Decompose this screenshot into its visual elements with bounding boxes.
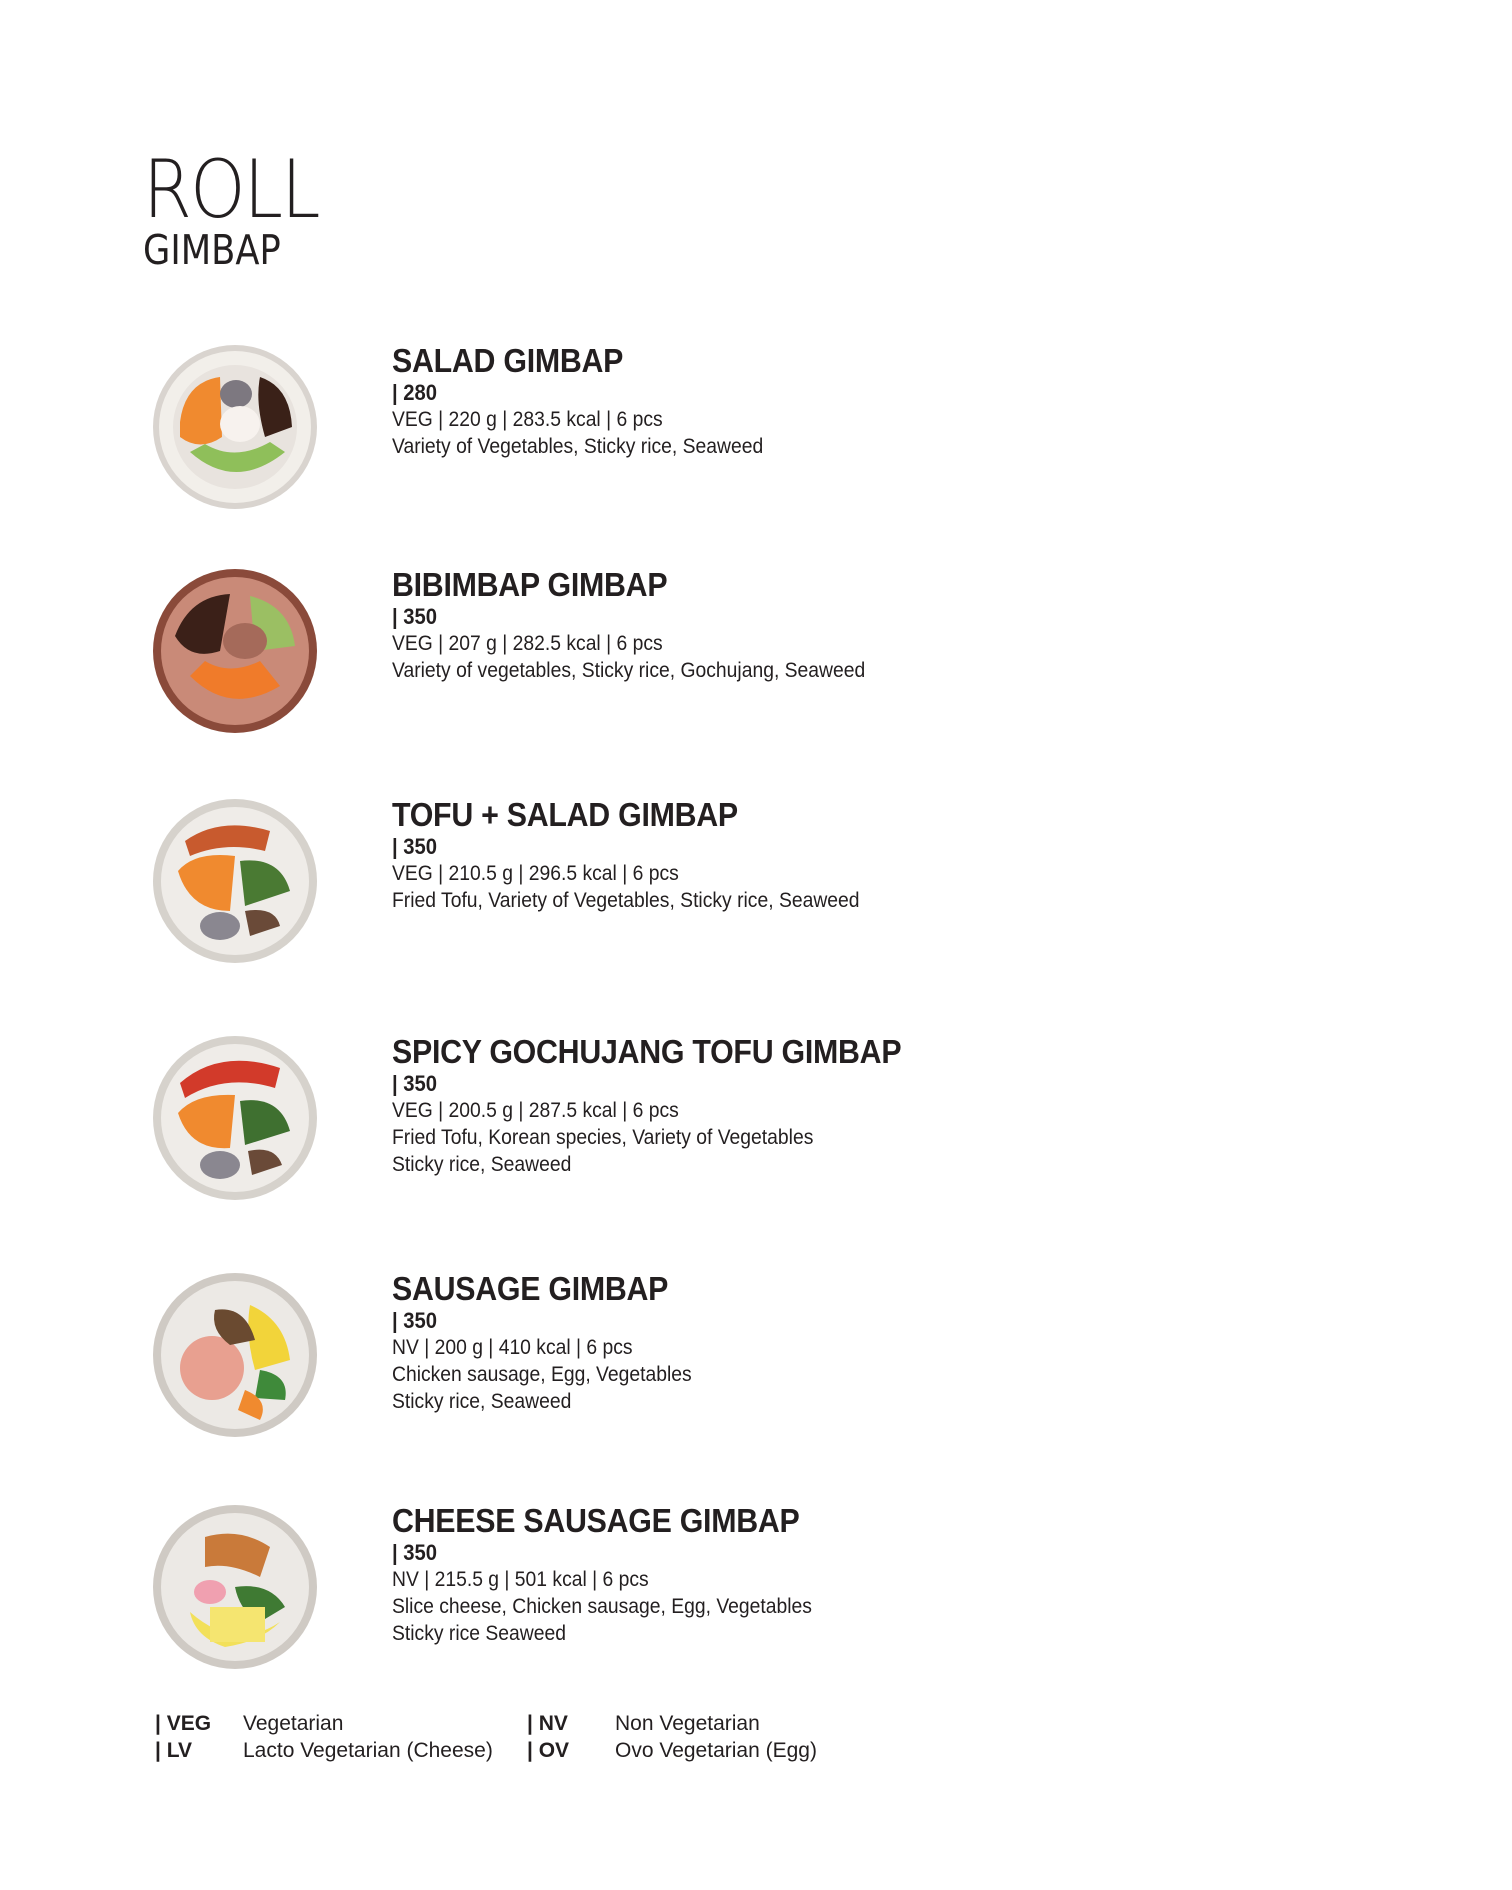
item-description: Sticky rice Seaweed	[392, 1622, 566, 1645]
item-info: VEG | 220 g | 283.5 kcal | 6 pcs	[392, 408, 663, 431]
item-info: VEG | 207 g | 282.5 kcal | 6 pcs	[392, 632, 663, 655]
item-price: | 350	[392, 1540, 438, 1565]
item-name: SPICY GOCHUJANG TOFU GIMBAP	[392, 1033, 902, 1070]
item-text	[392, 796, 900, 914]
menu-item-sausage-gimbap	[150, 1270, 1400, 1450]
tofu-salad-gimbap-photo	[150, 796, 320, 966]
item-info: NV | 215.5 g | 501 kcal | 6 pcs	[392, 1568, 649, 1591]
legend-label: Non Vegetarian	[615, 1712, 760, 1735]
item-description: Chicken sausage, Egg, Vegetables	[392, 1363, 692, 1386]
item-description: Sticky rice, Seaweed	[392, 1153, 572, 1176]
item-description: Sticky rice, Seaweed	[392, 1390, 572, 1413]
menu-heading	[143, 143, 343, 274]
item-description: Variety of Vegetables, Sticky rice, Seaweed	[392, 435, 764, 458]
item-name: CHEESE SAUSAGE GIMBAP	[392, 1502, 800, 1539]
item-text	[392, 1502, 848, 1647]
item-info: VEG | 200.5 g | 287.5 kcal | 6 pcs	[392, 1099, 679, 1122]
item-text	[392, 342, 796, 460]
section-subtitle: GIMBAP	[143, 226, 281, 274]
item-description: Slice cheese, Chicken sausage, Egg, Vegetables	[392, 1595, 812, 1618]
spicy-gochujang-tofu-gimbap-photo	[150, 1033, 320, 1203]
item-name: SAUSAGE GIMBAP	[392, 1270, 669, 1307]
legend-label: Lacto Vegetarian (Cheese)	[243, 1739, 493, 1762]
menu-item-tofu-salad-gimbap	[150, 796, 1400, 976]
item-price: | 350	[392, 604, 438, 629]
item-description: Fried Tofu, Korean species, Variety of Vegetables	[392, 1126, 814, 1149]
item-text	[392, 1033, 946, 1178]
menu-item-cheese-sausage-gimbap	[150, 1502, 1400, 1682]
item-price: | 280	[392, 380, 438, 405]
item-price: | 350	[392, 1308, 438, 1333]
salad-gimbap-photo	[150, 342, 320, 512]
legend-code: | VEG	[155, 1712, 212, 1735]
item-price: | 350	[392, 834, 438, 859]
menu-item-bibimbap-gimbap	[150, 566, 1400, 746]
item-description: Variety of vegetables, Sticky rice, Gochujang, Seaweed	[392, 659, 866, 682]
item-price: | 350	[392, 1071, 438, 1096]
legend-code: | LV	[155, 1739, 192, 1762]
item-text	[392, 1270, 718, 1415]
item-info: NV | 200 g | 410 kcal | 6 pcs	[392, 1336, 633, 1359]
item-name: SALAD GIMBAP	[392, 342, 624, 379]
item-description: Fried Tofu, Variety of Vegetables, Sticky rice, Seaweed	[392, 889, 860, 912]
cheese-sausage-gimbap-photo	[150, 1502, 320, 1672]
menu-item-salad-gimbap	[150, 342, 1400, 522]
item-name: BIBIMBAP GIMBAP	[392, 566, 668, 603]
legend-code: | OV	[527, 1739, 570, 1762]
item-info: VEG | 210.5 g | 296.5 kcal | 6 pcs	[392, 862, 679, 885]
legend-label: Vegetarian	[243, 1712, 344, 1735]
item-name: TOFU + SALAD GIMBAP	[392, 796, 738, 833]
menu-item-spicy-gochujang-tofu-gimbap	[150, 1033, 1400, 1213]
bibimbap-gimbap-photo	[150, 566, 320, 736]
legend-label: Ovo Vegetarian (Egg)	[615, 1739, 817, 1762]
section-title: ROLL	[143, 143, 319, 236]
item-text	[392, 566, 906, 684]
legend-code: | NV	[527, 1712, 568, 1735]
sausage-gimbap-photo	[150, 1270, 320, 1440]
